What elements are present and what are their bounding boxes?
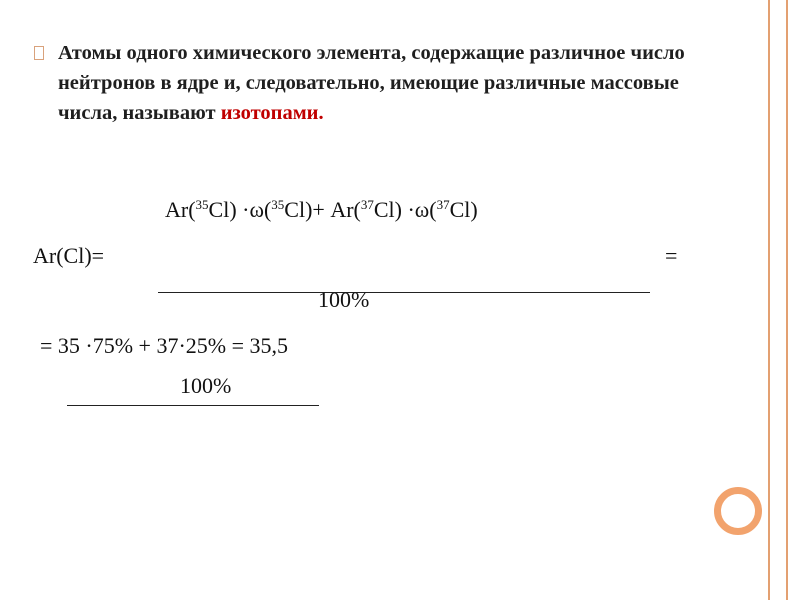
formula-denominator: 100% xyxy=(318,287,370,312)
formula-lhs: Ar(Cl)= xyxy=(33,243,105,268)
numerator-part: Ar( xyxy=(165,197,196,222)
numerator-part: Cl)+ Ar( xyxy=(284,197,361,222)
formula-numerator xyxy=(165,197,478,223)
calculation-fraction-line xyxy=(67,405,319,406)
formula-rhs-equals: = xyxy=(665,243,678,268)
mass-number: 37 xyxy=(436,197,450,212)
definition-text: Атомы одного химического элемента, содержащие различное число нейтронов в ядре и, следовательно, имеющие различные массовые числа, называют xyxy=(58,42,685,124)
numerator-part: Cl) xyxy=(449,197,478,222)
numerator-part: Cl) ·ω( xyxy=(373,197,437,222)
fraction-line xyxy=(158,292,650,293)
numerator-part: Cl) ·ω( xyxy=(208,197,272,222)
decorative-frame xyxy=(768,0,788,600)
definition-paragraph xyxy=(58,38,708,128)
mass-number: 37 xyxy=(360,197,374,212)
calculation-line: = 35 ·75% + 37·25% = 35,5 xyxy=(40,333,289,358)
decorative-circle xyxy=(714,487,762,535)
mass-number: 35 xyxy=(271,197,285,212)
calculation-denominator: 100% xyxy=(180,373,232,398)
highlight-term: изотопами. xyxy=(220,102,324,124)
mass-number: 35 xyxy=(195,197,209,212)
bullet-icon xyxy=(34,46,44,60)
